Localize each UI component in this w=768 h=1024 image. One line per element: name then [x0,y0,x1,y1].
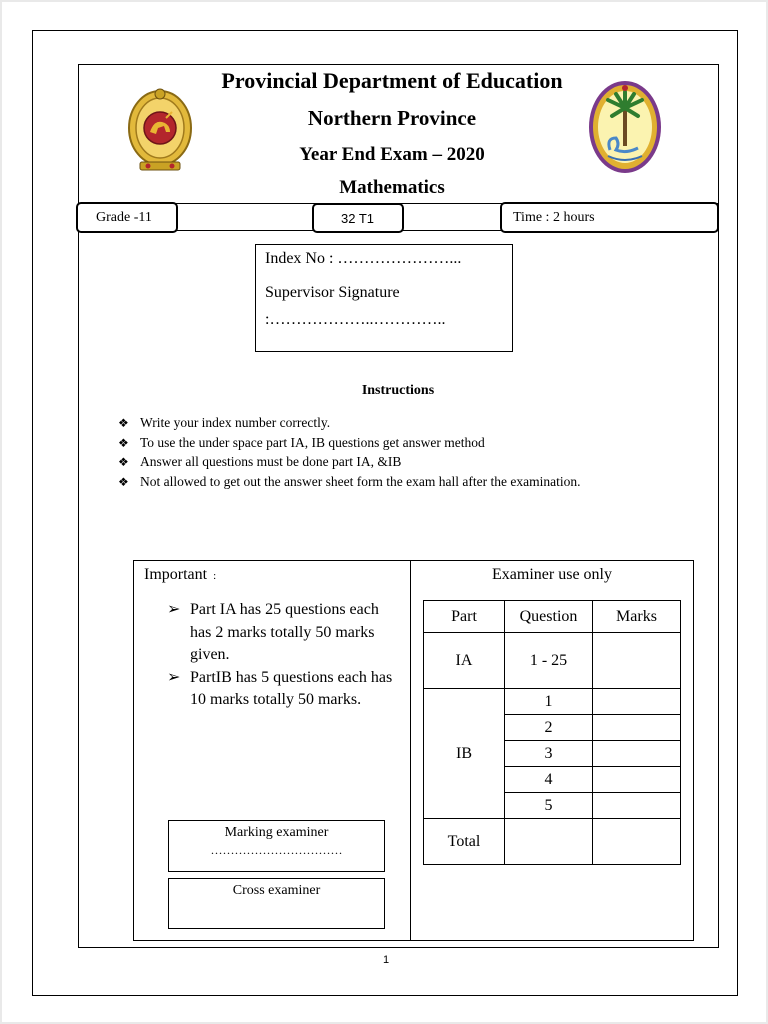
instructions-list [118,413,718,491]
arrow-bullet-icon: ➢ [167,668,181,686]
list-item: ❖ Answer all questions must be done part IA, &IB [118,452,718,472]
important-title: Important : [144,566,217,583]
important-list [167,599,397,712]
list-item: ➢ PartIB has 5 questions each has 10 marks totally 50 marks. [167,668,393,708]
ib-marks-cell[interactable] [593,793,681,819]
list-item: ❖ Write your index number correctly. [118,413,718,433]
table-row [424,689,681,715]
diamond-bullet-icon: ❖ [118,416,129,430]
examiner-use-title: Examiner use only [492,566,612,583]
total-marks-cell[interactable] [593,819,681,865]
index-number-field[interactable]: Index No : …………………... [265,250,462,267]
ia-marks-cell[interactable] [593,633,681,689]
ib-marks-cell[interactable] [593,767,681,793]
table-row [424,633,681,689]
marking-examiner-field[interactable]: …………………………… [210,843,343,857]
ib-question-cell: 1 [505,689,593,715]
supervisor-signature-field[interactable]: :………………..………….. [265,311,446,328]
ib-marks-cell[interactable] [593,689,681,715]
department-title: Provincial Department of Education [221,68,563,93]
time-box [500,202,719,233]
ib-question-cell: 2 [505,715,593,741]
ib-question-cell: 4 [505,767,593,793]
time-label: Time : 2 hours [513,210,595,225]
header-marks: Marks [593,601,681,633]
header-question: Question [505,601,593,633]
ib-marks-cell[interactable] [593,741,681,767]
total-question-cell [505,819,593,865]
subject-title: Mathematics [339,177,445,198]
paper-code-box [312,203,404,233]
page-number: 1 [382,954,390,966]
instructions-title: Instructions [361,383,435,398]
diamond-bullet-icon: ❖ [118,435,129,450]
part-ia-cell: IA [424,633,505,689]
index-box [255,244,513,352]
exam-title: Year End Exam – 2020 [299,144,485,165]
total-label-cell: Total [424,819,505,865]
table-row [424,601,681,633]
list-item: ❖ Not allowed to get out the answer sheet form the exam hall after the examination. [118,472,718,492]
grade-box [76,202,178,233]
section-divider [410,560,411,941]
province-title: Northern Province [307,106,477,130]
header-part: Part [424,601,505,633]
list-item: ❖ To use the under space part IA, IB questions get answer method [118,433,718,453]
paper-code-label: 32 T1 [341,211,375,226]
cross-examiner-label: Cross examiner [232,883,321,898]
ib-question-cell: 3 [505,741,593,767]
part-ib-cell: IB [424,689,505,819]
marking-examiner-box [168,820,385,872]
marks-table [423,600,681,865]
marking-examiner-label: Marking examiner [224,825,329,840]
supervisor-signature-label: Supervisor Signature [265,284,400,301]
diamond-bullet-icon: ❖ [118,474,129,489]
ia-question-cell: 1 - 25 [505,633,593,689]
ib-marks-cell[interactable] [593,715,681,741]
table-row [424,819,681,865]
list-item: ➢ Part IA has 25 questions each has 2 marks totally 50 marks given. [167,601,379,663]
exam-cover-page [2,2,766,1022]
diamond-bullet-icon: ❖ [118,455,129,469]
cross-examiner-box [168,878,385,929]
grade-label: Grade -11 [96,210,152,225]
arrow-bullet-icon: ➢ [167,601,181,618]
ib-question-cell: 5 [505,793,593,819]
